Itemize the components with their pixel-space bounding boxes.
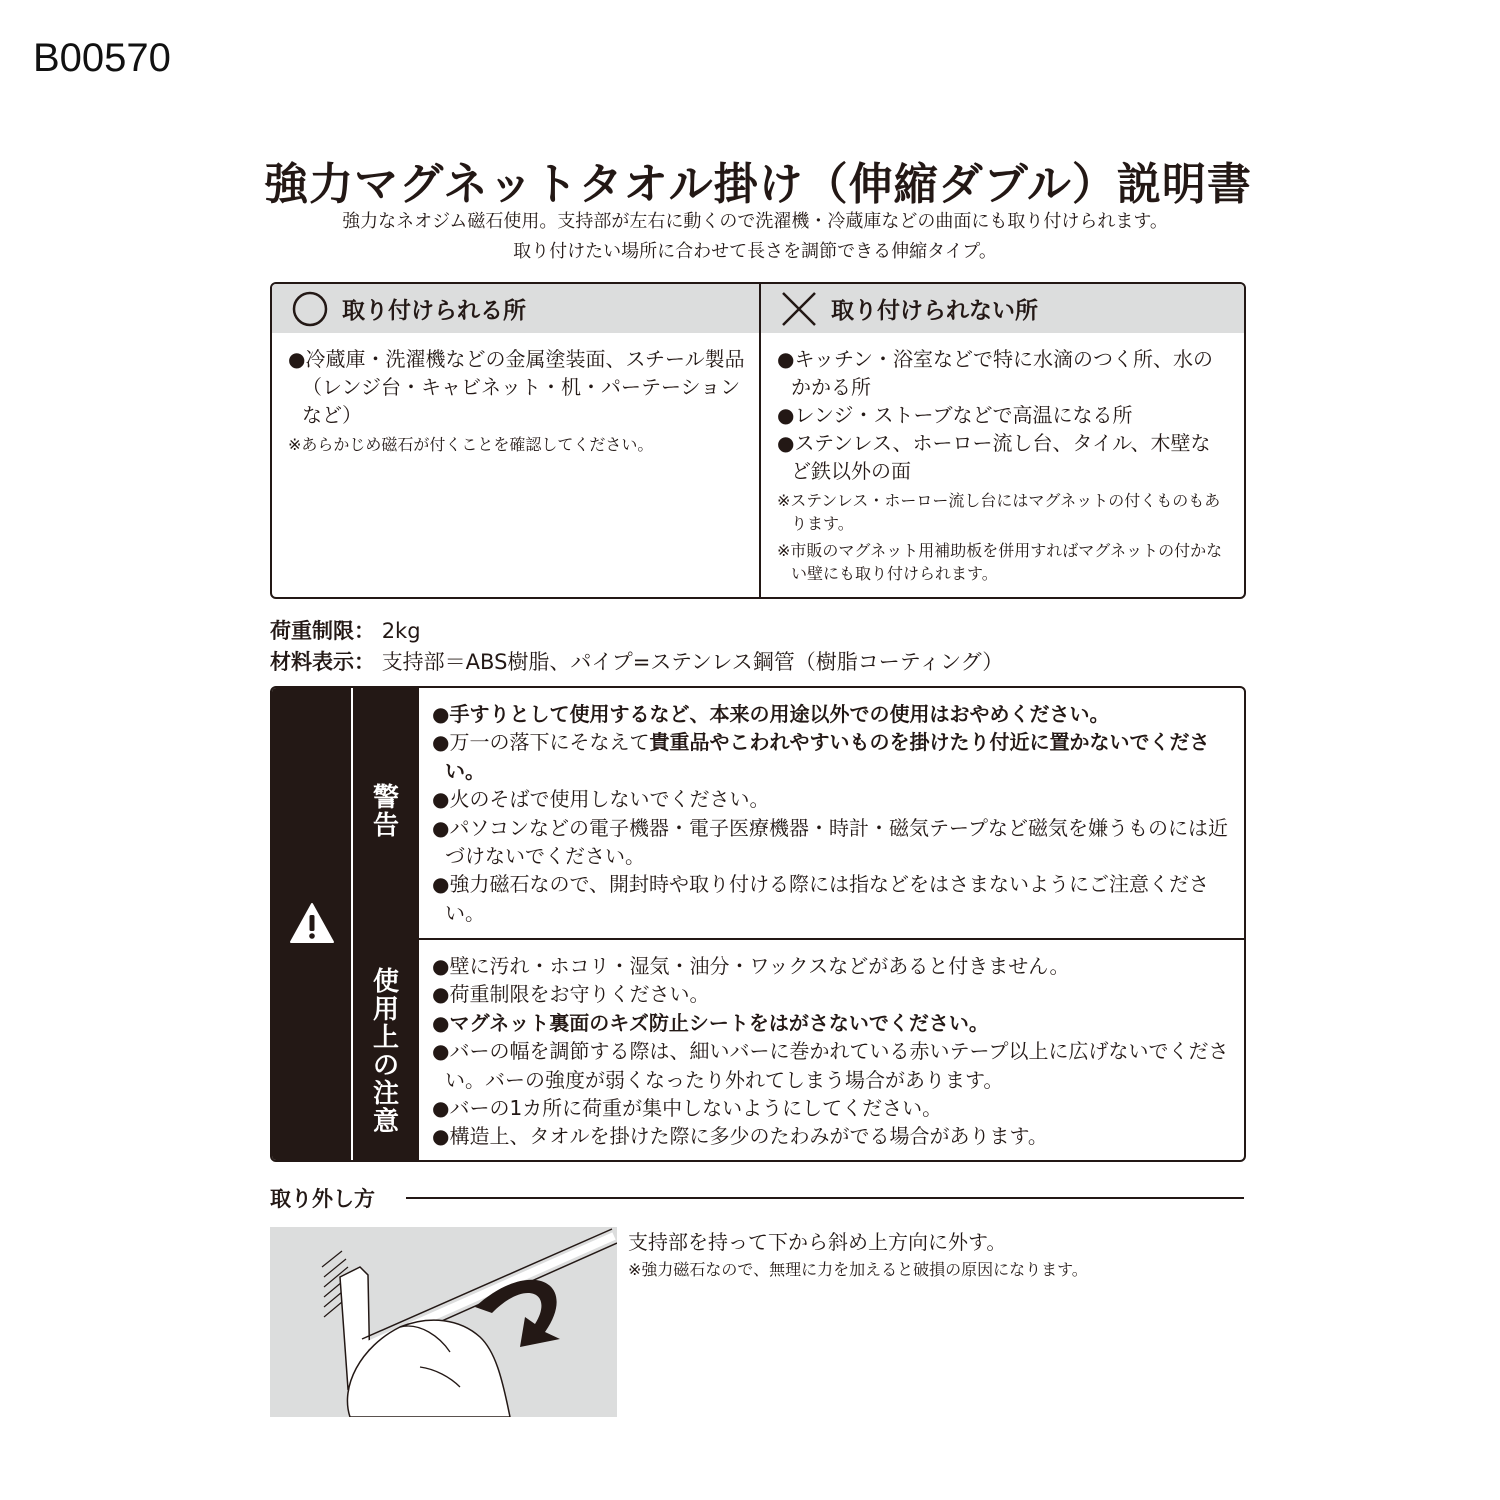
usage-caution-section xyxy=(432,952,1232,1151)
warning-section xyxy=(432,700,1232,927)
caution-label-bar xyxy=(353,688,419,1160)
caution-item xyxy=(432,1122,1232,1150)
caution-item xyxy=(432,785,1232,813)
caution-item-text: 貴重品やこわれやすいものを掛けたり付近に置かないでください。 xyxy=(445,730,1210,783)
usage-caution-list xyxy=(432,952,1232,1151)
subtitle-line-2: 取り付けたい場所に合わせて長さを調節できる伸縮タイプ。 xyxy=(513,241,997,262)
caution-item-text: ●壁に汚れ・ホコリ・湿気・油分・ワックスなどがあると付きません。 xyxy=(432,954,1070,978)
removal-divider xyxy=(406,1197,1244,1199)
ng-place-item: ●ステンレス、ホーロー流し台、タイル、木壁など鉄以外の面 xyxy=(777,431,1211,483)
page-title: 強力マグネットタオル掛け（伸縮ダブル）説明書 xyxy=(264,159,1252,210)
ng-places-header xyxy=(761,284,1244,333)
vertical-label-char: 告 xyxy=(372,811,399,841)
removal-heading: 取り外し方 xyxy=(270,1187,375,1211)
ok-place-note: ※あらかじめ磁石が付くことを確認してください。 xyxy=(288,435,654,454)
load-limit-label: 荷重制限： xyxy=(270,619,375,643)
ng-place-note: ※ステンレス・ホーロー流し台にはマグネットの付くものもあります。 xyxy=(777,491,1221,533)
warning-list xyxy=(432,700,1232,927)
load-limit-spec xyxy=(270,615,421,645)
caution-item xyxy=(432,870,1232,927)
ng-place-item: ●キッチン・浴室などで特に水滴のつく所、水のかかる所 xyxy=(777,347,1214,399)
ok-places-column xyxy=(272,284,761,597)
product-code: B00570 xyxy=(33,36,171,80)
removal-note: ※強力磁石なので、無理に力を加えると破損の原因になります。 xyxy=(628,1260,1088,1279)
ok-places-header xyxy=(272,284,759,333)
caution-item xyxy=(432,728,1232,785)
caution-item-text: ●バーの1カ所に荷重が集中しないようにしてください。 xyxy=(432,1096,943,1121)
ng-places-list xyxy=(761,345,1244,585)
caution-item-text: ●手すりとして使用するなど、本来の用途以外での使用はおやめください。 xyxy=(432,702,1110,726)
caution-symbol-bar xyxy=(272,688,351,1160)
vertical-label-char: 使 xyxy=(372,967,399,997)
vertical-label-char: の xyxy=(372,1051,399,1081)
caution-item xyxy=(432,1037,1232,1094)
circle-icon xyxy=(290,289,330,329)
caution-item-text: ●荷重制限をお守りください。 xyxy=(432,982,710,1007)
caution-item xyxy=(432,1094,1232,1122)
caution-item xyxy=(432,700,1232,728)
removal-instruction: 支持部を持って下から斜め上方向に外す。 xyxy=(628,1230,1007,1254)
cross-icon xyxy=(779,289,819,329)
ok-places-list xyxy=(272,345,759,456)
load-limit-value: 2kg xyxy=(381,619,421,643)
material-value: 支持部＝ABS樹脂、パイプ=ステンレス鋼管（樹脂コーティング） xyxy=(381,650,1004,674)
caution-item-text: ●万一の落下にそなえて xyxy=(432,730,650,755)
ng-place-item: ●レンジ・ストーブなどで高温になる所 xyxy=(777,403,1133,427)
caution-item-text: ●強力磁石なので、開封時や取り付ける際には指などをはさまないようにご注意ください。 xyxy=(432,872,1210,925)
vertical-label-char: 意 xyxy=(372,1107,399,1137)
material-spec xyxy=(270,646,1003,676)
ng-places-heading: 取り付けられない所 xyxy=(831,298,1038,324)
vertical-label-char: 用 xyxy=(372,995,399,1025)
caution-item xyxy=(432,980,1232,1008)
mounting-places-table xyxy=(270,282,1246,599)
caution-item-text: ●構造上、タオルを掛けた際に多少のたわみがでる場合があります。 xyxy=(432,1124,1048,1149)
caution-item-text: ●パソコンなどの電子機器・電子医療機器・時計・磁気テープなど磁気を嫌うものには近づけないでください。 xyxy=(432,815,1229,869)
ng-places-column xyxy=(761,284,1244,597)
caution-item-text: ●火のそばで使用しないでください。 xyxy=(432,787,770,812)
caution-item xyxy=(432,1009,1232,1037)
caution-item-text: ●マグネット裏面のキズ防止シートをはがさないでください。 xyxy=(432,1010,989,1035)
ng-place-note: ※市販のマグネット用補助板を併用すればマグネットの付かない壁にも取り付けられます。 xyxy=(777,541,1223,583)
usage-caution-label xyxy=(353,968,419,1136)
ok-places-heading: 取り付けられる所 xyxy=(342,298,526,324)
vertical-label-char: 注 xyxy=(372,1079,399,1109)
material-label: 材料表示： xyxy=(270,650,375,674)
caution-item xyxy=(432,814,1232,871)
caution-box xyxy=(270,686,1246,1162)
caution-item xyxy=(432,952,1232,980)
vertical-label-char: 上 xyxy=(372,1023,399,1053)
vertical-label-char: 警 xyxy=(372,783,399,813)
subtitle-line-1: 強力なネオジム磁石使用。支持部が左右に動くので洗濯機・冷蔵庫などの曲面にも取り付けられます。 xyxy=(342,211,1168,232)
warning-label xyxy=(353,784,419,840)
caution-item-text: ●バーの幅を調節する際は、細いバーに巻かれている赤いテープ以上に広げないでください。バーの強度が弱くなったり外れてしまう場合があります。 xyxy=(432,1039,1229,1092)
ok-place-item: ●冷蔵庫・洗濯機などの金属塗装面、スチール製品（レンジ台・キャビネット・机・パーテーションなど） xyxy=(288,347,745,427)
removal-illustration xyxy=(270,1227,617,1417)
warning-triangle-icon xyxy=(289,902,335,948)
